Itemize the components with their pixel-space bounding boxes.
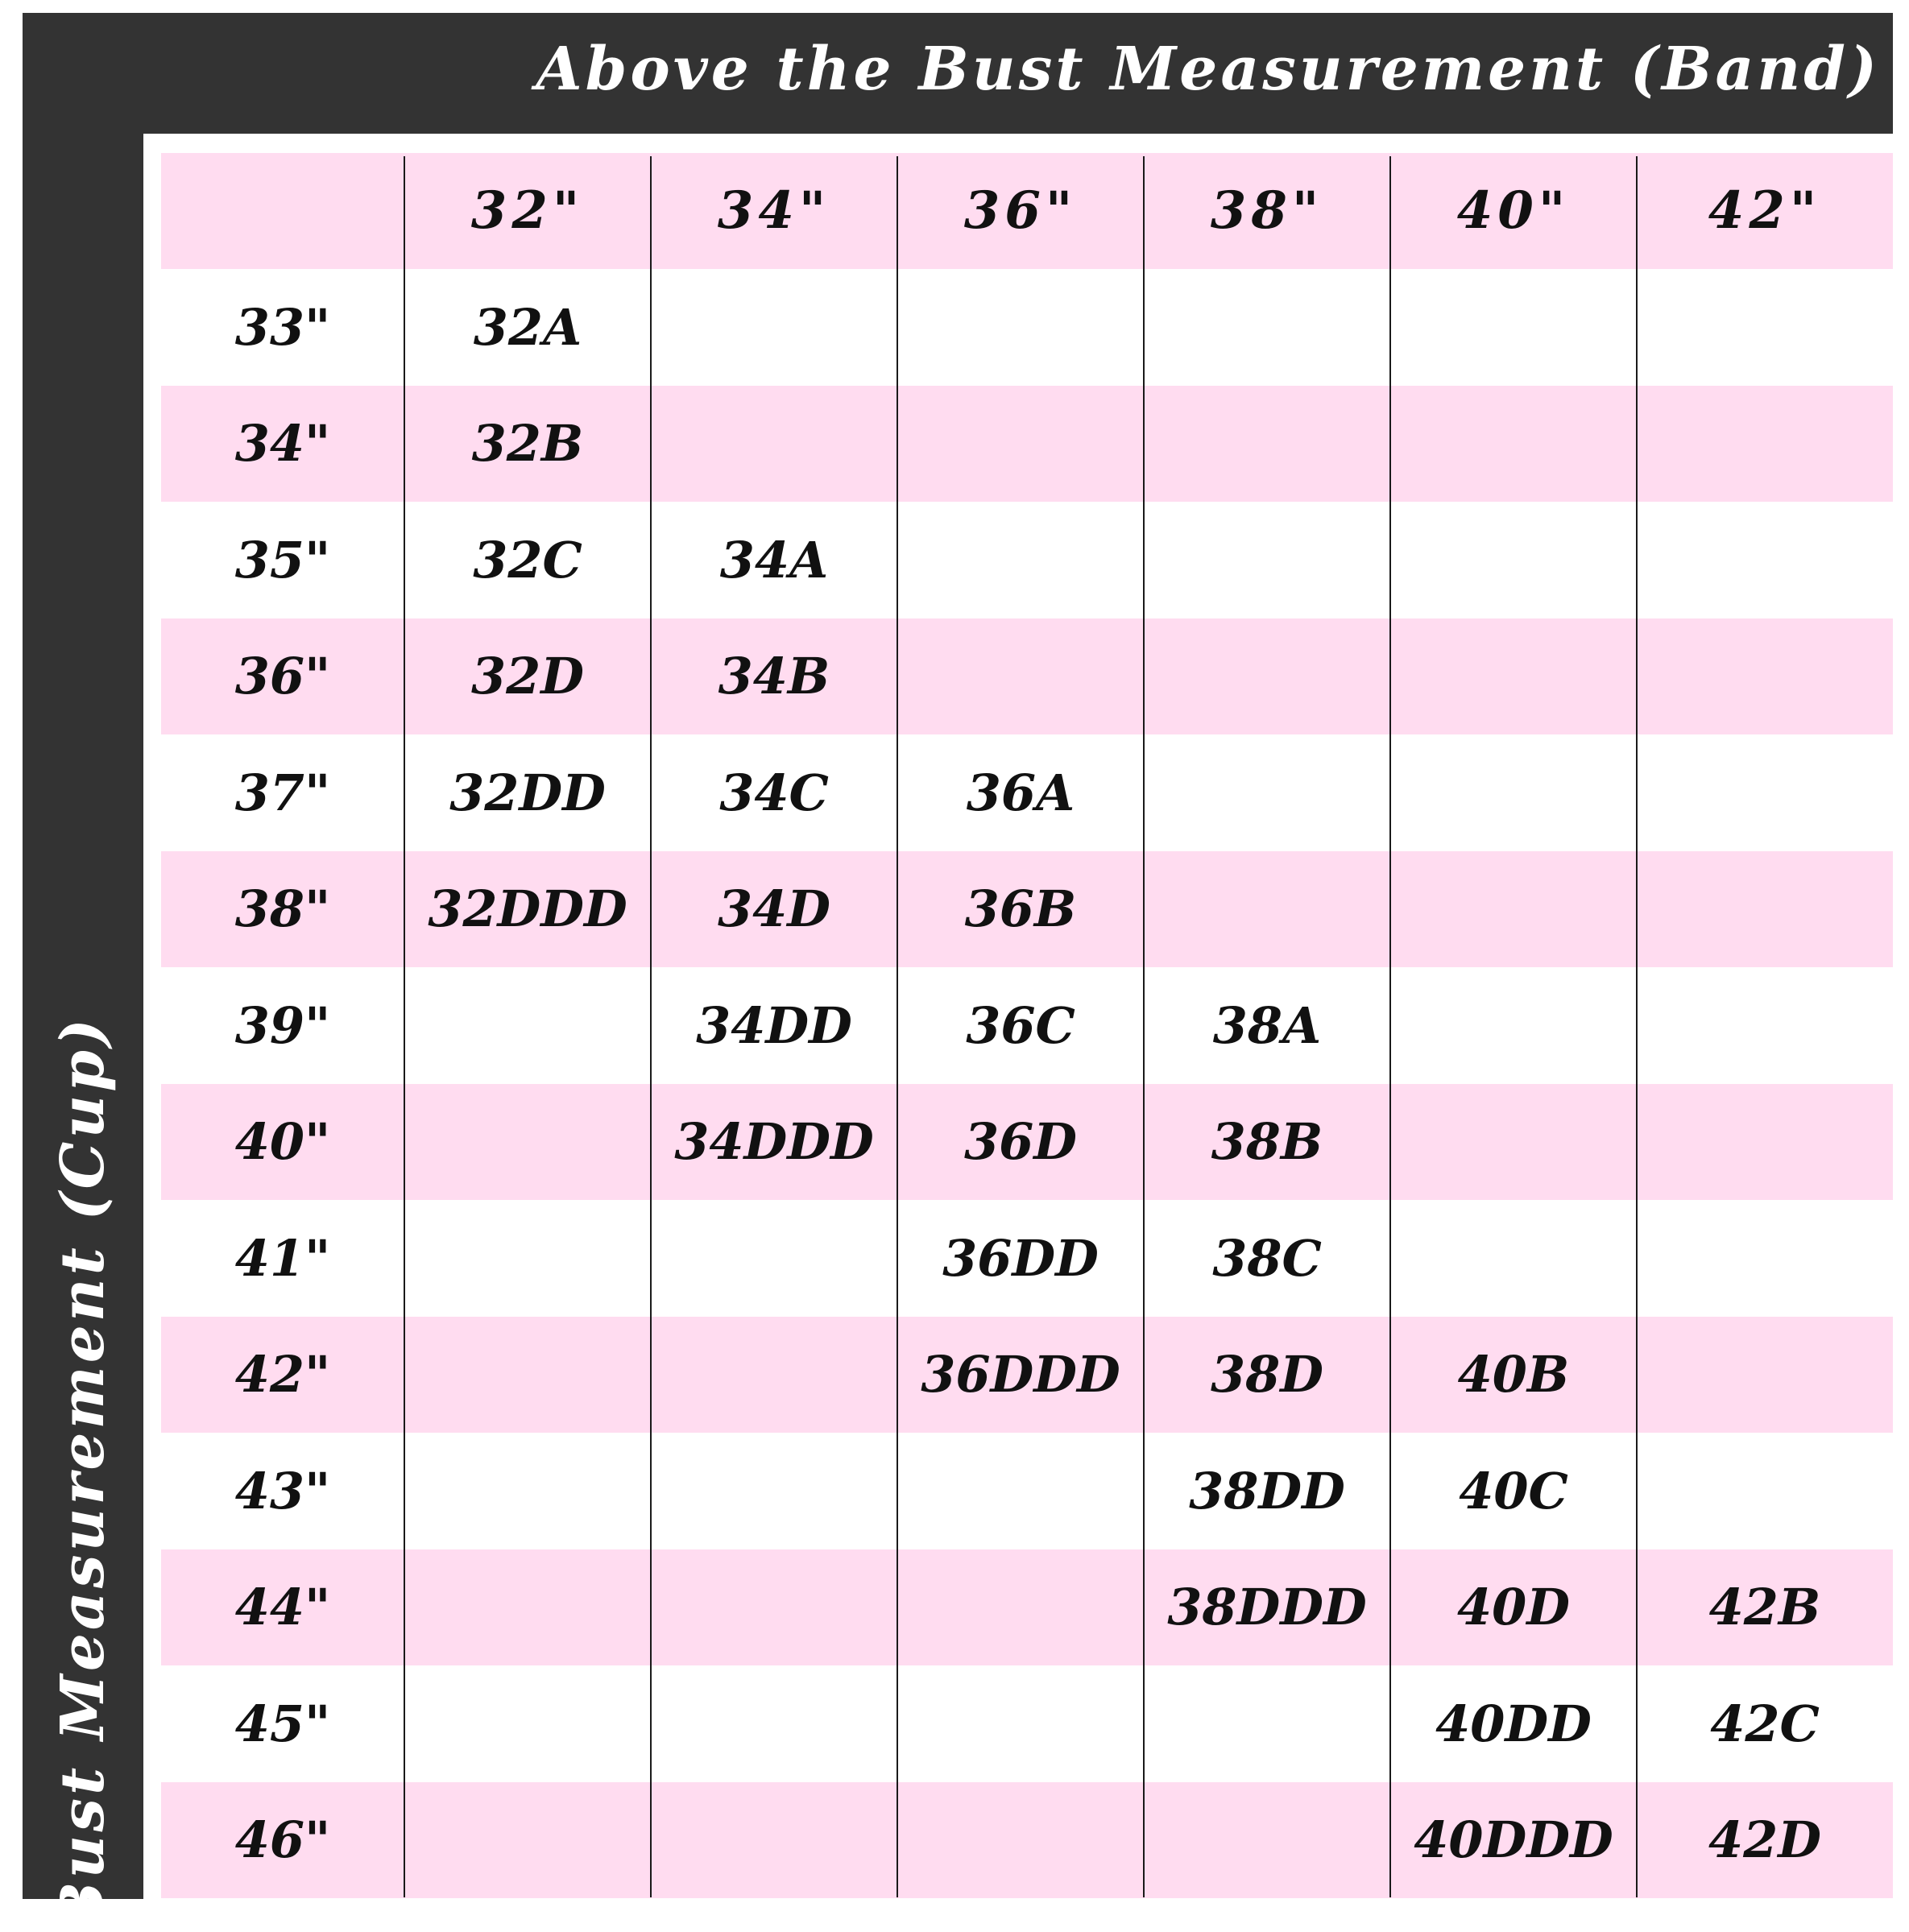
bra-size-cell: 42D [1708,1810,1822,1869]
table-row [161,1084,1893,1200]
bust-measurement-cell: 41" [234,1229,331,1288]
bra-size-cell: 34D [717,879,831,938]
bra-size-cell [1637,386,1893,502]
bra-size-cell [897,270,1144,386]
bra-size-cell: 38D [1210,1345,1324,1404]
bra-size-cell [404,1433,651,1549]
bra-size-cell [897,618,1144,734]
bra-size-cell: 38A [1212,996,1322,1055]
bust-measurement-cell: 33" [234,298,331,357]
table-row [161,735,1893,851]
bra-size-cell [1390,386,1637,502]
bra-size-cell: 36D [963,1112,1078,1171]
bust-measurement-cell: 40" [234,1112,331,1171]
bra-size-cell [1390,968,1637,1084]
bra-size-cell [1637,1201,1893,1317]
bra-size-cell: 32C [473,531,582,590]
size-table [161,153,1893,1899]
bra-size-cell [1637,270,1893,386]
bra-size-cell [404,1549,651,1665]
bra-size-cell [651,1201,897,1317]
bra-size-cell [404,1084,651,1200]
bra-size-cell [404,1782,651,1898]
bra-size-cell: 42C [1710,1694,1820,1753]
bra-size-cell: 34C [719,763,829,822]
bra-size-cell [1637,503,1893,618]
table-row [161,1549,1893,1665]
bra-size-cell [651,1549,897,1665]
bust-measurement-cell: 42" [234,1345,331,1404]
band-size-header: 36" [963,180,1078,241]
bust-measurement-cell: 44" [234,1578,331,1636]
band-size-header: 32" [470,180,585,241]
bust-measurement-cell: 38" [234,879,331,938]
bra-size-cell [897,1782,1144,1898]
table-row [161,1782,1893,1898]
bra-size-cell: 36C [966,996,1075,1055]
bra-size-cell: 32DDD [428,879,627,938]
bra-size-cell: 36DDD [921,1345,1120,1404]
bra-size-cell [897,503,1144,618]
bra-size-cell: 38B [1211,1112,1323,1171]
table-row [161,618,1893,734]
bra-size-cell: 34DDD [674,1112,874,1171]
bra-size-cell [1637,1433,1893,1549]
bra-size-cell [1144,1782,1390,1898]
band-title: Above the Bust Measurement (Band) [536,35,1880,104]
band-size-header: 38" [1210,180,1324,241]
bust-measurement-cell: 35" [234,531,331,590]
bra-size-cell [1637,1317,1893,1433]
bra-size-cell: 34A [719,531,829,590]
bra-size-cell [1390,618,1637,734]
table-row [161,386,1893,502]
bra-size-cell: 40B [1457,1345,1570,1404]
bra-size-cell [651,386,897,502]
bra-size-cell: 38DD [1189,1462,1345,1520]
table-row [161,270,1893,386]
bra-size-cell: 42B [1708,1578,1821,1636]
bra-size-cell [1637,735,1893,851]
column-divider [404,156,405,1897]
band-size-header: 42" [1708,180,1822,241]
bra-size-cell: 32D [470,647,585,705]
bra-size-cell: 40D [1456,1578,1571,1636]
column-divider [1143,156,1145,1897]
bust-measurement-cell: 46" [234,1810,331,1869]
cup-title: Bust Measurement (Cup) [48,1015,118,1932]
bra-size-cell [1144,270,1390,386]
table-header-row [161,153,1893,269]
bra-size-cell [1637,851,1893,967]
column-divider [650,156,652,1897]
bust-measurement-cell: 43" [234,1462,331,1520]
bra-size-cell: 32DD [449,763,606,822]
bust-measurement-cell: 45" [234,1694,331,1753]
bra-size-cell: 36DD [942,1229,1099,1288]
bra-size-cell: 32A [473,298,582,357]
bust-measurement-cell: 37" [234,763,331,822]
bra-size-cell [651,1317,897,1433]
bra-size-cell: 40DD [1435,1694,1592,1753]
bra-size-cell [897,1549,1144,1665]
bra-size-cell [1144,618,1390,734]
header-corner-cell [161,153,404,269]
column-divider [1636,156,1638,1897]
bra-size-cell [1390,503,1637,618]
bra-size-cell [1144,1666,1390,1782]
bra-size-cell [1390,1201,1637,1317]
bra-size-cell [1637,1084,1893,1200]
bra-size-cell [404,1317,651,1433]
bust-measurement-cell: 36" [234,647,331,705]
bra-size-cell: 34DD [696,996,852,1055]
bust-measurement-cell: 39" [234,996,331,1055]
bra-size-cell [1390,270,1637,386]
bra-size-cell [651,1433,897,1549]
table-row [161,851,1893,967]
bra-size-cell [404,1201,651,1317]
bra-size-cell [897,1433,1144,1549]
bra-size-cell [897,1666,1144,1782]
bust-measurement-cell: 34" [234,414,331,473]
bra-size-cell [1144,503,1390,618]
bra-size-cell [1144,386,1390,502]
table-row [161,968,1893,1084]
column-divider [1389,156,1391,1897]
bra-size-cell [404,1666,651,1782]
bra-size-cell [651,1666,897,1782]
bra-size-cell: 40C [1459,1462,1568,1520]
band-size-header: 40" [1456,180,1571,241]
column-divider [897,156,898,1897]
bra-size-cell: 36A [966,763,1075,822]
bra-size-cell [1390,1084,1637,1200]
bra-size-cell [897,386,1144,502]
table-row [161,1666,1893,1782]
bra-size-cell [1637,968,1893,1084]
bra-size-cell: 34B [718,647,830,705]
table-row [161,1433,1893,1549]
table-row [161,503,1893,618]
bra-size-cell: 36B [964,879,1077,938]
bra-size-cell: 40DDD [1414,1810,1613,1869]
bra-size-cell: 38C [1212,1229,1322,1288]
band-size-header: 34" [717,180,831,241]
bra-size-cell: 32B [471,414,584,473]
bra-size-cell [1637,618,1893,734]
table-row [161,1317,1893,1433]
bra-size-cell: 38DDD [1167,1578,1367,1636]
bra-size-cell [404,968,651,1084]
bra-size-cell [1390,735,1637,851]
table-row [161,1201,1893,1317]
bra-size-cell [1144,735,1390,851]
bra-size-cell [1390,851,1637,967]
bra-size-cell [651,270,897,386]
bra-size-cell [651,1782,897,1898]
bra-size-cell [1144,851,1390,967]
